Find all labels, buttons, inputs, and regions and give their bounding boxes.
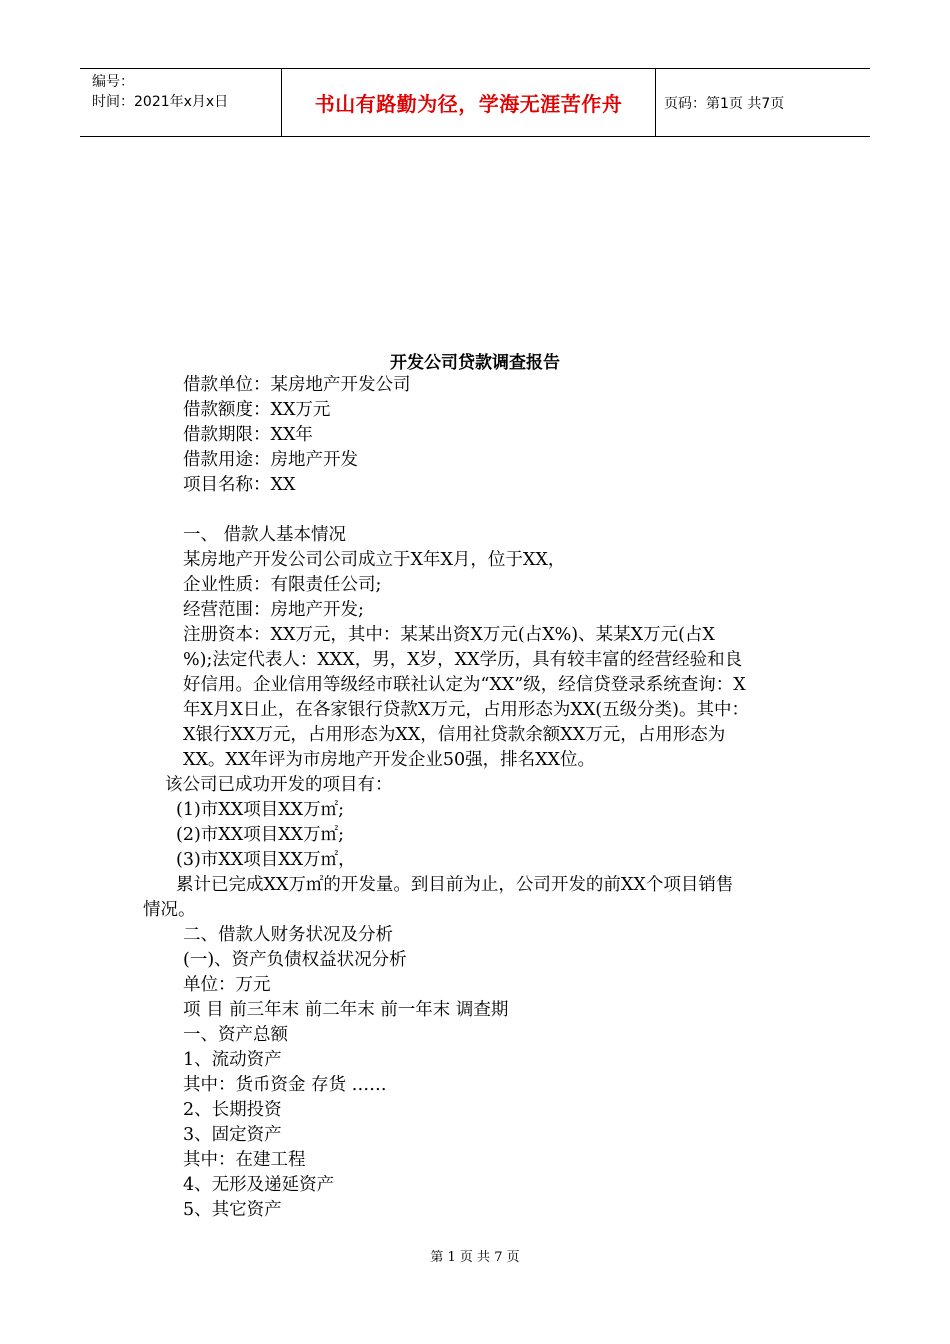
motto: 书山有路勤为径，学海无涯苦作舟 [314,92,623,116]
header-motto-cell [282,69,656,136]
line-section-1-heading: 一、 借款人基本情况 [183,525,347,545]
document-title: 开发公司贷款调查报告 [390,353,560,373]
line-long-term-investment: 2、长期投资 [183,1100,282,1120]
line-company-founding: 某房地产开发公司公司成立于X年X月，位于XX， [183,550,566,570]
header-page-cell [656,69,870,136]
line-current-assets: 1、流动资产 [183,1050,282,1070]
line-project-name: 项目名称：XX [183,475,296,495]
line-total-assets: 一、资产总额 [183,1025,288,1045]
line-loan-detail: X银行XX万元，占用形态为XX，信用社贷款余额XX万元，占用形态为 [183,725,726,745]
line-fixed-assets: 3、固定资产 [183,1125,282,1145]
page-label: 页码：第1页 共7页 [664,95,785,112]
line-credit-rating: 好信用。企业信用等级经市联社认定为“XX”级，经信贷登录系统查询：X [183,675,746,695]
line-legal-representative: %);法定代表人：XXX，男，X岁，XX学历，具有较丰富的经营经验和良 [183,650,743,670]
line-section-2-heading: 二、借款人财务状况及分析 [183,925,393,945]
line-borrower-unit: 借款单位：某房地产开发公司 [183,375,411,395]
page-header [80,68,870,137]
line-ranking: XX。XX年评为市房地产开发企业50强，排名XX位。 [183,750,596,770]
line-construction-in-progress: 其中：在建工程 [183,1150,306,1170]
line-loan-amount: 借款额度：XX万元 [183,400,331,420]
line-loan-term: 借款期限：XX年 [183,425,313,445]
line-business-scope: 经营范围：房地产开发; [183,600,364,620]
number-label: 编号： [92,74,134,90]
line-other-assets: 5、其它资产 [183,1200,282,1220]
time-label: 时间：2021年x月x日 [92,94,229,110]
line-unit-label: 单位：万元 [183,975,271,995]
line-project-3: (3)市XX项目XX万㎡， [176,850,356,870]
line-project-1: (1)市XX项目XX万㎡; [176,800,345,820]
line-current-assets-detail: 其中：货币资金 存货 …… [183,1075,387,1095]
line-bank-loans: 年X月X日止，在各家银行贷款X万元，占用形态为XX(五级分类)。其中： [183,700,749,720]
page-footer: 第 1 页 共 7 页 [430,1250,520,1265]
line-project-2: (2)市XX项目XX万㎡; [176,825,345,845]
line-subsection-1-heading: (一)、资产负债权益状况分析 [183,950,407,970]
line-enterprise-nature: 企业性质：有限责任公司; [183,575,382,595]
line-intangible-assets: 4、无形及递延资产 [183,1175,335,1195]
line-table-header-row: 项 目 前三年末 前二年末 前一年末 调查期 [183,1000,509,1020]
header-info-cell [80,69,282,136]
line-cumulative-development: 累计已完成XX万㎡的开发量。到目前为止，公司开发的前XX个项目销售 [176,875,734,895]
line-sales-situation: 情况。 [143,900,196,920]
line-registered-capital: 注册资本：XX万元，其中：某某出资X万元(占X%)、某某X万元(占X [183,625,715,645]
line-loan-purpose: 借款用途：房地产开发 [183,450,358,470]
line-projects-intro: 该公司已成功开发的项目有： [165,775,393,795]
